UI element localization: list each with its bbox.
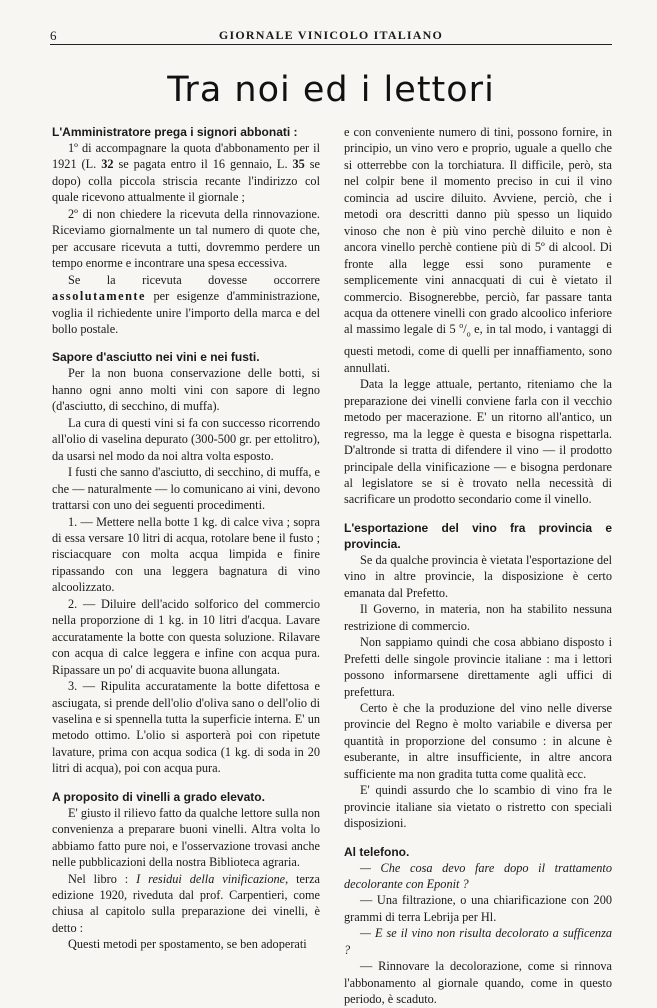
paragraph: E' giusto il rilievo fatto da qualche lettore sulla non convenienza a preparare buoni vinelli. Altra volta lo abbiamo fatto pure noi, e l'osservazione trovasi anche nelle pubblicazioni della nostra Biblioteca agraria. (52, 805, 320, 870)
paragraph: I fusti che sanno d'asciutto, di secchino, di muffa, e che — naturalmente — lo comunicano ai vini, devono trattarsi con uno dei seguenti procedimenti. (52, 465, 320, 513)
paragraph: Se la ricevuta dovesse occorrere assolutamente per esigenze d'amministrazione, voglia il richiedente unire l'importo della marca e del bollo postale. (52, 272, 320, 336)
left-column (52, 124, 320, 953)
section-heading-esportazione: L'esportazione del vino fra provincia e provincia. (344, 520, 612, 551)
question: — E se il vino non risulta decolorato a sufficenza ? (344, 926, 612, 957)
paragraph: 1º di accompagnare la quota d'abbonamento per il 1921 (L. 32 se pagata entro il 16 gennaio, L. 35 se dopo) colla piccola striscia recante l'indirizzo col quale ricevono attualmente il giornale ; (52, 141, 320, 205)
section-heading-abbonati: L'Amministratore prega i signori abbonati : (52, 125, 298, 139)
section-heading-telefono: Al telefono. (344, 844, 410, 859)
section-heading-vinelli: A proposito di vinelli a grado elevato. (52, 789, 265, 804)
page-title: Tra noi ed i lettori (167, 70, 495, 110)
page-number: 6 (50, 28, 57, 43)
paragraph: Il Governo, in materia, non ha stabilito nessuna restrizione di commercio. (344, 602, 612, 633)
paragraph: Se da qualche provincia è vietata l'esportazione del vino in altre provincie, la disposizione è certo emanata dal Prefetto. (344, 552, 612, 600)
paragraph: Per la non buona conservazione delle botti, si hanno ogni anno molti vini con sapore di legno (d'asciutto, di secchino, di muffa). (52, 366, 320, 414)
paragraph: La cura di questi vini si fa con successo ricorrendo all'olio di vaselina depurato (300-500 gr. per ettolitro), da usarsi nel modo da noi altra volta esposto. (52, 415, 320, 463)
paragraph: 3. — Ripulita accuratamente la botte difettosa e asciugata, si prende dell'olio d'oliva sano o dell'olio di vaselina e si spennella tutta la superficie interna. E' un metodo ottimo. L'olio si asporterà poi con ripetute lavature, prima con acqua sodica (1 kg. di soda in 20 litri di acqua), poi con acqua pura. (52, 679, 320, 776)
paragraph: E' quindi assurdo che lo scambio di vino fra le provincie italiane sia vietato o ristretto con speciali disposizioni. (344, 783, 612, 831)
paragraph: 2º di non chiedere la ricevuta della rinnovazione. Riceviamo giornalmente un tal numero di quote che, per accusare ricevuta a tutti, dovremmo perdere un tempo enorme e incontrare una spesa eccessiva. (52, 206, 320, 271)
paragraph: Non sappiamo quindi che cosa abbiano disposto i Prefetti delle singole provincie italiane : ma i lettori possono informarsene direttamente agli uffici di prefettura. (344, 635, 612, 699)
paragraph: Questi metodi per spostamento, se ben adoperati (68, 937, 307, 952)
running-title: GIORNALE VINICOLO ITALIANO (218, 28, 444, 42)
paragraph: Data la legge attuale, pertanto, riteniamo che la preparazione dei vinelli conviene farla con il vecchio metodo per macerazione. E' un ritorno all'antico, un regresso, ma la legge è questa e bisogna rispettarla. D'altronde si tratta di difendere il vino — il prodotto principale della vinificazione — e bisogna perdonare al legislatore se si è trovato nella necessità di sacrificare un prodotto secondario come il vinello. (344, 377, 612, 507)
paragraph: 2. — Diluire dell'acido solforico del commercio nella proporzione di 1 kg. in 10 litri d'acqua. Lavare accuratamente la botte con questa soluzione. Rilavare con acqua di calce leggera e infine con acqua pura. Ripassare un po' di acquavite buona allungata. (52, 596, 320, 677)
paragraph: e con conveniente numero di tini, possono fornire, in principio, un vino vero e proprio, uguale a quello che si otterrebbe con la torchiatura. Il difficile, però, sta nel colpir bene il momento preciso in cui il vino comincia ad uscire diluito. Avviene, perciò, che i metodi ora descritti danno più spesso un liquido vinoso che non è più vino perchè diluito e non è ancora vinello perchè contiene più di 5º di alcool. Di fronte alla legge essi sono puramente e semplicemente vini annacquati di cui è vietato il commercio. Bisognerebbe, perciò, far passare tanta acqua da ottenere vinelli con grado alcoolico inferiore al massimo legale di 5 $^o/_o$ e, in tal modo, i vantaggi di questi metodi, come di quelli per innaffiamento, sono annullati. (344, 125, 612, 375)
answer: — Una filtrazione, o una chiarificazione con 200 grammi di terra Lebrija per Hl. (344, 893, 612, 924)
paragraph: Certo è che la produzione del vino nelle diverse provincie del Regno è molto variabile e diversa per quantità in proporzione del consumo : in alcune è esuberante, in altre insufficiente, in altre ancora sufficiente ma non gradita tutta come qualità ecc. (344, 700, 612, 781)
header-rule (50, 44, 612, 45)
page-header (50, 28, 612, 50)
paragraph: 1. — Mettere nella botte 1 kg. di calce viva ; sopra di essa versare 10 litri di acqua, rotolare bene il fusto ; risciacquare con molta acqua limpida e finire ripassando con una leggera bagnatura di vino alcoolizzato. (52, 514, 320, 595)
question: — Che cosa devo fare dopo il trattamento decolorante con Eponit ? (344, 860, 612, 892)
section-heading-sapore: Sapore d'asciutto nei vini e nei fusti. (52, 350, 260, 365)
right-column (344, 124, 612, 1008)
answer: — Rinnovare la decolorazione, come si rinnova l'abbonamento al giornale quando, come in questo periodo, è scaduto. (344, 959, 612, 1007)
paragraph: Nel libro : I residui della vinificazione, terza edizione 1920, riveduta dal prof. Carpentieri, come chiusa al capitolo sulla preparazione dei vinelli, è detto : (52, 871, 320, 935)
